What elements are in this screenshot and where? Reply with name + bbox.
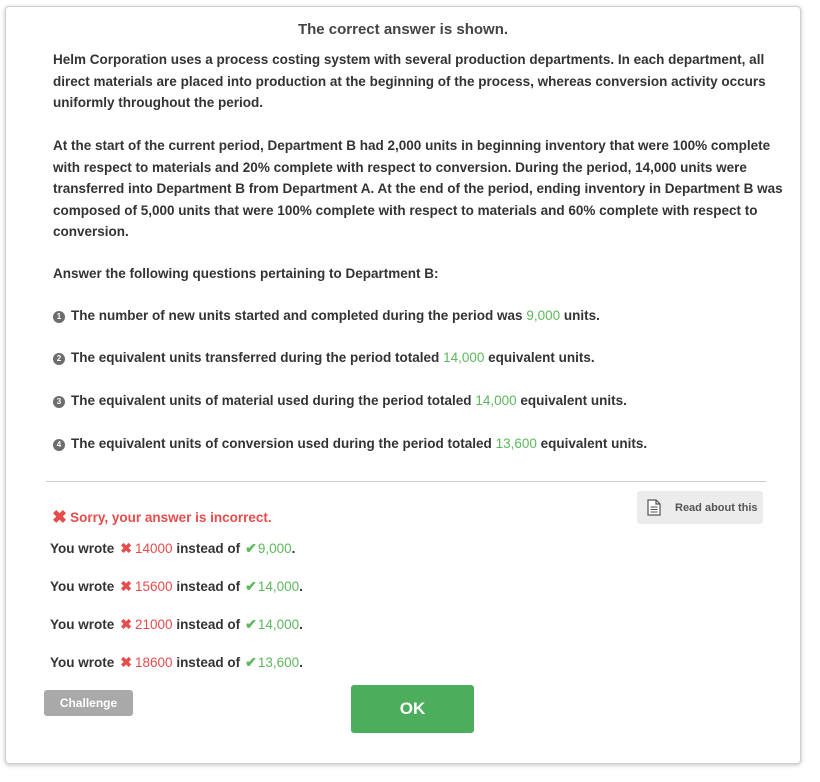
problem-details: At the start of the current period, Department B had 2,000 units in beginning inventory that were 100% complete with respect to materials and 20% complete with respect to conversion. During the period, 14,000 units were transferred into Department B from Department A. At the end of the period, ending inventory in Department B was composed of 5,000 units that were 100% complete with respect to materials and 60% complete with respect to conversion. <box>53 138 783 239</box>
instead-of-label: instead of <box>176 617 241 632</box>
x-mark-icon: ✖ <box>52 507 68 527</box>
question-3 <box>53 393 627 408</box>
instead-of-label: instead of <box>176 541 241 556</box>
question-text: The equivalent units of conversion used during the period totaled <box>71 436 492 451</box>
you-wrote-label: You wrote <box>50 579 115 594</box>
document-icon <box>647 499 661 516</box>
you-wrote-label: You wrote <box>50 617 115 632</box>
dialog-title: The correct answer is shown. <box>297 21 509 38</box>
feedback-row-3: You wrote ✖ 21000 instead of ✔14,000. <box>50 616 303 632</box>
answer-dialog <box>5 6 801 764</box>
question-number-badge: 2 <box>53 353 65 365</box>
correct-answer-value: 13,600 <box>495 436 537 451</box>
question-text: The equivalent units of material used during the period totaled <box>71 393 472 408</box>
x-mark-icon: ✖ <box>120 616 132 632</box>
question-1 <box>53 308 600 323</box>
divider <box>46 481 766 482</box>
question-number-badge: 3 <box>53 396 65 408</box>
problem-intro: Helm Corporation uses a process costing system with several production departments. In each department, all direct materials are placed into production at the beginning of the process, whereas conversion activity occurs uniformly throughout the period. <box>53 52 766 110</box>
check-mark-icon: ✔ <box>245 616 257 632</box>
wrong-answer: 21000 <box>135 617 173 632</box>
problem-prompt: Answer the following questions pertaining to Department B: <box>53 266 439 281</box>
you-wrote-label: You wrote <box>50 541 115 556</box>
check-mark-icon: ✔ <box>245 654 257 670</box>
question-2 <box>53 350 595 365</box>
check-mark-icon: ✔ <box>245 540 257 556</box>
question-unit: equivalent units. <box>540 436 648 451</box>
question-4 <box>53 436 647 451</box>
correct-answer-value: 14,000 <box>475 393 517 408</box>
instead-of-label: instead of <box>176 655 241 670</box>
wrong-answer: 18600 <box>135 655 173 670</box>
correct-answer: 14,000 <box>257 579 300 594</box>
ok-button[interactable]: OK <box>351 685 474 733</box>
question-text: The number of new units started and completed during the period was <box>71 308 523 323</box>
x-mark-icon: ✖ <box>120 578 132 594</box>
question-unit: equivalent units. <box>488 350 595 365</box>
correct-answer: 14,000 <box>257 617 300 632</box>
feedback-row-1: You wrote ✖ 14000 instead of ✔9,000. <box>50 540 296 556</box>
incorrect-message <box>52 507 272 528</box>
question-number-badge: 1 <box>53 311 65 323</box>
read-about-label: Read about this <box>675 501 758 514</box>
correct-answer-value: 14,000 <box>443 350 485 365</box>
correct-answer: 13,600 <box>257 655 300 670</box>
wrong-answer: 15600 <box>135 579 173 594</box>
feedback-row-2: You wrote ✖ 15600 instead of ✔14,000. <box>50 578 303 594</box>
question-unit: units. <box>563 308 600 323</box>
x-mark-icon: ✖ <box>120 654 132 670</box>
check-mark-icon: ✔ <box>245 578 257 594</box>
correct-answer: 9,000 <box>257 541 292 556</box>
question-unit: equivalent units. <box>520 393 627 408</box>
feedback-row-4: You wrote ✖ 18600 instead of ✔13,600. <box>50 654 303 670</box>
x-mark-icon: ✖ <box>120 540 132 556</box>
question-text: The equivalent units transferred during the period totaled <box>71 350 440 365</box>
correct-answer-value: 9,000 <box>526 308 561 323</box>
question-number-badge: 4 <box>53 439 65 451</box>
challenge-button[interactable]: Challenge <box>44 690 133 716</box>
wrong-answer: 14000 <box>135 541 173 556</box>
read-about-this-button[interactable] <box>637 491 763 524</box>
incorrect-message-text: Sorry, your answer is incorrect. <box>70 510 272 525</box>
instead-of-label: instead of <box>176 579 241 594</box>
you-wrote-label: You wrote <box>50 655 115 670</box>
